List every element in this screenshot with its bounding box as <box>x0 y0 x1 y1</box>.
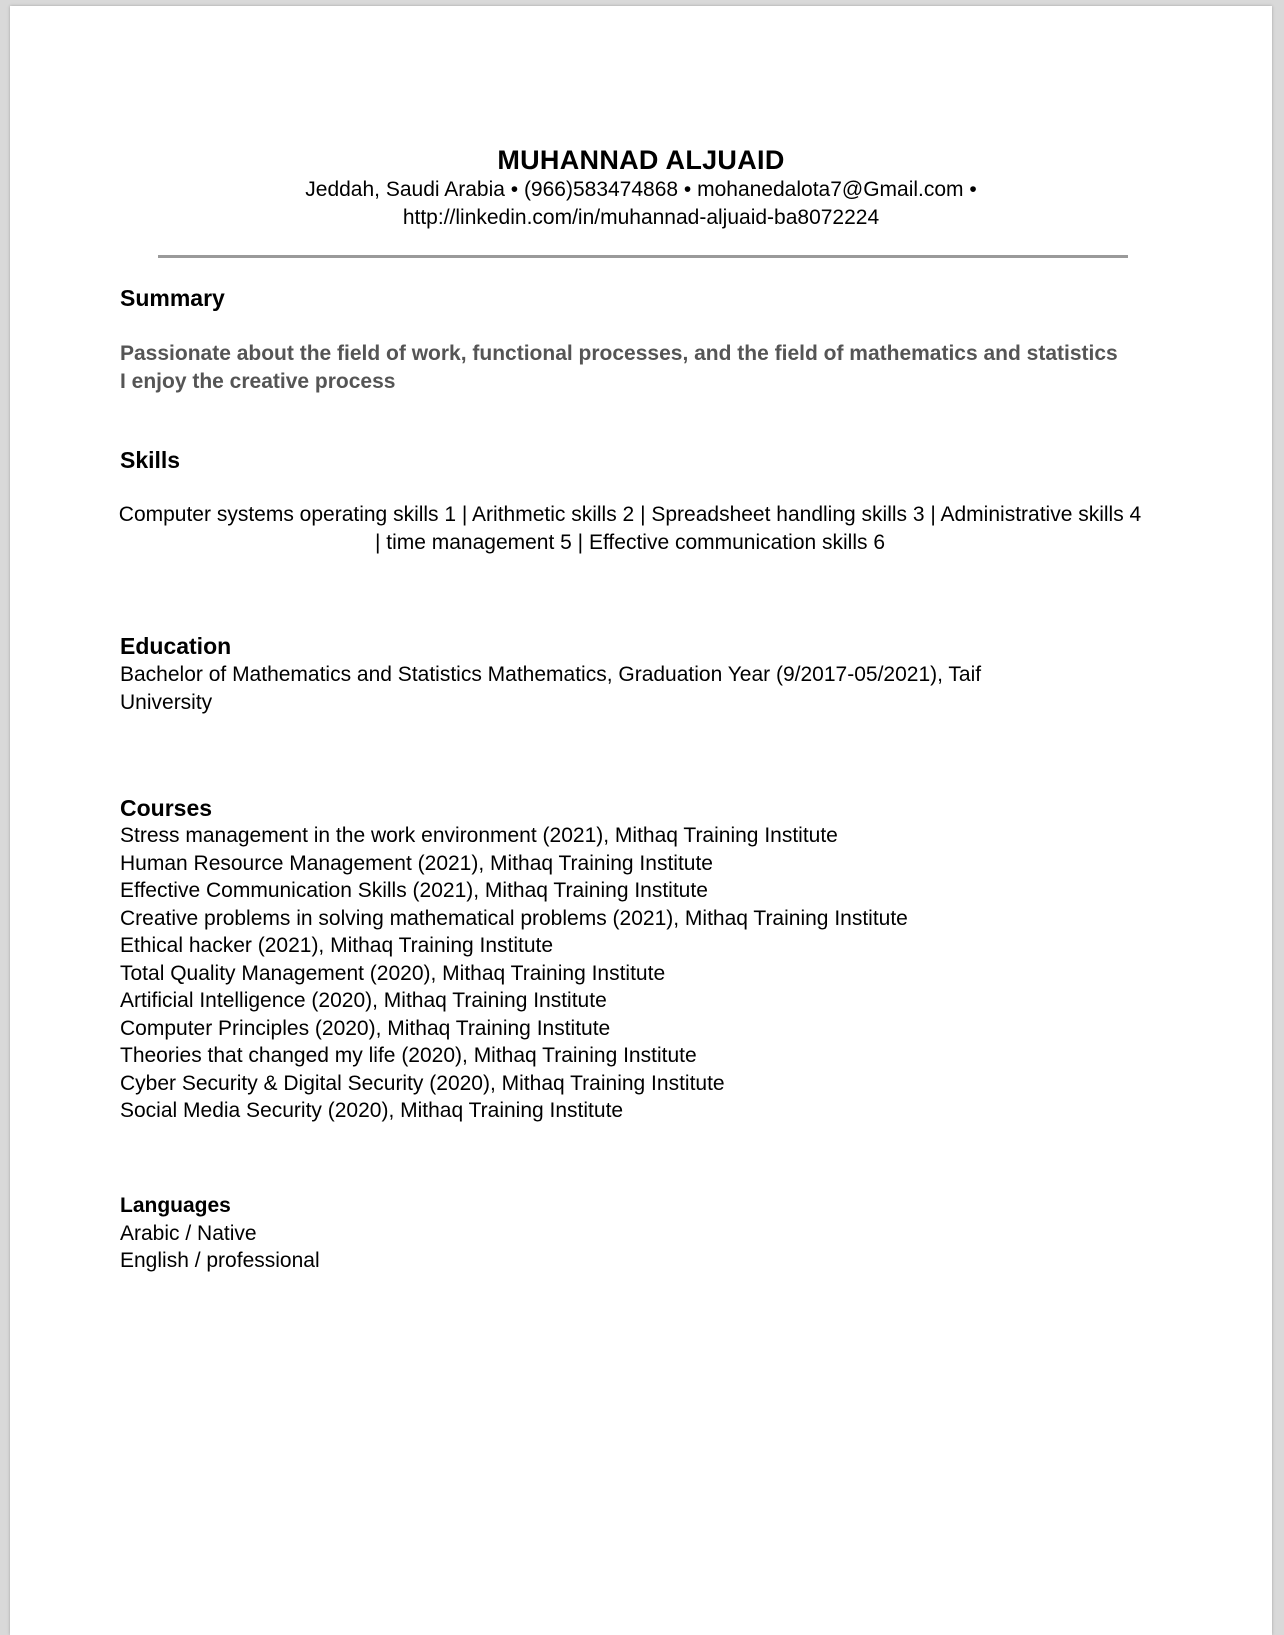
languages-section <box>120 1192 1180 1275</box>
candidate-name: MUHANNAD ALJUAID <box>497 145 785 175</box>
summary-body <box>120 340 1120 396</box>
header-divider <box>158 255 1128 258</box>
course-item: Social Media Security (2020), Mithaq Training Institute <box>120 1099 624 1122</box>
course-item: Cyber Security & Digital Security (2020), Mithaq Training Institute <box>120 1071 725 1095</box>
education-section <box>120 632 1180 660</box>
contact-line: Jeddah, Saudi Arabia • (966)583474868 • mohanedalota7@Gmail.com • <box>305 178 977 201</box>
language-item: English / professional <box>120 1249 320 1272</box>
summary-line: I enjoy the creative process <box>120 370 396 393</box>
courses-title: Courses <box>120 795 213 821</box>
course-item: Theories that changed my life (2020), Mithaq Training Institute <box>120 1044 697 1067</box>
skills-text: Computer systems operating skills 1 | Arithmetic skills 2 | Spreadsheet handling skills 3 | Administrative skills 4 | time management 5 | Effective communication skills 6 <box>118 503 1142 554</box>
course-item: Creative problems in solving mathematical problems (2021), Mithaq Training Institute <box>120 906 908 930</box>
course-item: Effective Communication Skills (2021), Mithaq Training Institute <box>120 879 708 902</box>
course-item: Human Resource Management (2021), Mithaq Training Institute <box>120 851 713 875</box>
course-item: Computer Principles (2020), Mithaq Training Institute <box>120 1016 611 1040</box>
linkedin-url: http://linkedin.com/in/muhannad-aljuaid-ba8072224 <box>402 206 880 229</box>
languages-title: Languages <box>120 1194 231 1217</box>
skills-section <box>120 446 1180 474</box>
education-text: Bachelor of Mathematics and Statistics Mathematics, Graduation Year (9/2017-05/2021), Taif University <box>120 663 982 714</box>
education-title: Education <box>120 633 232 659</box>
skills-title: Skills <box>120 447 181 473</box>
summary-title: Summary <box>120 285 225 311</box>
course-item: Ethical hacker (2021), Mithaq Training Institute <box>120 934 554 957</box>
resume-page <box>10 6 1272 1635</box>
skills-body <box>118 501 1142 557</box>
course-item: Total Quality Management (2020), Mithaq Training Institute <box>120 961 666 985</box>
courses-list <box>120 822 1180 1125</box>
education-body <box>120 661 1040 716</box>
summary-section <box>120 284 1180 312</box>
language-item: Arabic / Native <box>120 1221 257 1245</box>
course-item: Artificial Intelligence (2020), Mithaq Training Institute <box>120 989 607 1012</box>
summary-line: Passionate about the field of work, functional processes, and the field of mathematics and statistics <box>120 342 1118 365</box>
course-item: Stress management in the work environment (2021), Mithaq Training Institute <box>120 824 838 847</box>
resume-header <box>10 144 1272 232</box>
courses-section <box>120 794 1180 822</box>
